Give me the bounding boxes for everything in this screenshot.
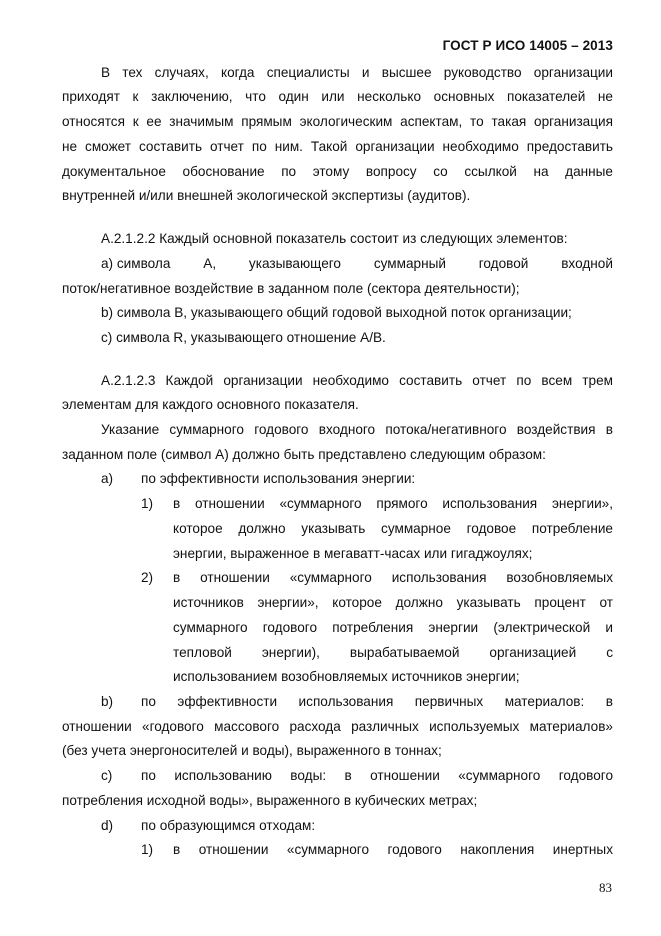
sublist-marker: 1) [141,496,154,511]
word: суммарный [373,256,446,271]
list-item-text: потребления исходной воды», выраженного в кубических метрах; [62,793,478,808]
list-item-text: отношении «годового массового расхода различных используемых материалов» [62,719,613,734]
paragraph-line: приходят к заключению, что один или несколько основных показателей не [62,89,613,104]
sublist-line: которое должно указывать суммарное годовое потребление [173,521,613,536]
sublist-line: суммарного годового потребления энергии (электрической и [173,620,613,635]
word: годовой [478,256,529,271]
page-number: 83 [599,880,612,895]
sublist-line: в отношении «суммарного годового накопления инертных [173,842,613,857]
list-item-text: по эффективности использования энергии: [141,471,416,486]
sublist-line: энергии, выраженное в мегаватт-часах или гигаджоулях; [173,546,533,561]
paragraph-line: В тех случаях, когда специалисты и высшее руководство организации [101,65,613,80]
sublist-line: в отношении «суммарного прямого использования энергии», [173,496,613,511]
sublist-line: использованием возобновляемых источников энергии; [173,669,520,684]
word: А, [203,256,217,271]
list-marker: с) [101,768,113,783]
paragraph-line: внутренней и/или внешней экологической экспертизы (аудитов). [62,188,471,203]
list-item-a-continuation: поток/негативное воздействие в заданном поле (сектора деятельности); [62,281,520,296]
list-marker: b) [101,694,114,709]
paragraph-line: элементам для каждого основного показателя. [62,397,359,412]
list-item-c: с) символа R, указывающего отношение А/В. [101,330,386,345]
paragraph-line: относятся к ее значимым прямым экологическим аспектам, то такая организация [62,114,613,129]
word: указывающего [248,256,341,271]
list-item-text: по образующимся отходам: [141,818,316,833]
list-item-text: по использованию воды: в отношении «суммарного годового [141,768,613,783]
sublist-line: в отношении «суммарного использования возобновляемых [173,570,613,585]
document-header: ГОСТ Р ИСО 14005 – 2013 [442,38,613,53]
word: входной [561,256,613,271]
word: а) символа [101,256,171,271]
list-item-a-line [101,255,613,272]
paragraph-line: А.2.1.2.2 Каждый основной показатель состоит из следующих элементов: [101,231,568,246]
paragraph-line: А.2.1.2.3 Каждой организации необходимо составить отчет по всем трем [101,373,613,388]
list-item-b: b) символа В, указывающего общий годовой выходной поток организации; [101,305,572,320]
sublist-line: тепловой энергии), вырабатываемой организацией с [173,645,613,660]
paragraph-line: не сможет составить отчет по ним. Такой организации необходимо предоставить [62,139,613,154]
sublist-marker: 2) [141,570,154,585]
list-marker: d) [101,818,114,833]
list-item-text: по эффективности использования первичных материалов: в [141,694,613,709]
paragraph-line: Указание суммарного годового входного потока/негативного воздействия в [101,422,613,437]
sublist-marker: 1) [141,842,154,857]
paragraph-line: заданном поле (символ А) должно быть представлено следующим образом: [62,447,546,462]
list-marker: а) [101,471,114,486]
list-item-text: (без учета энергоносителей и воды), выраженного в тоннах; [62,743,442,758]
sublist-line: источников энергии», которое должно указывать процент от [173,595,613,610]
paragraph-line: документальное обоснование по этому вопросу со ссылкой на данные [62,164,613,179]
